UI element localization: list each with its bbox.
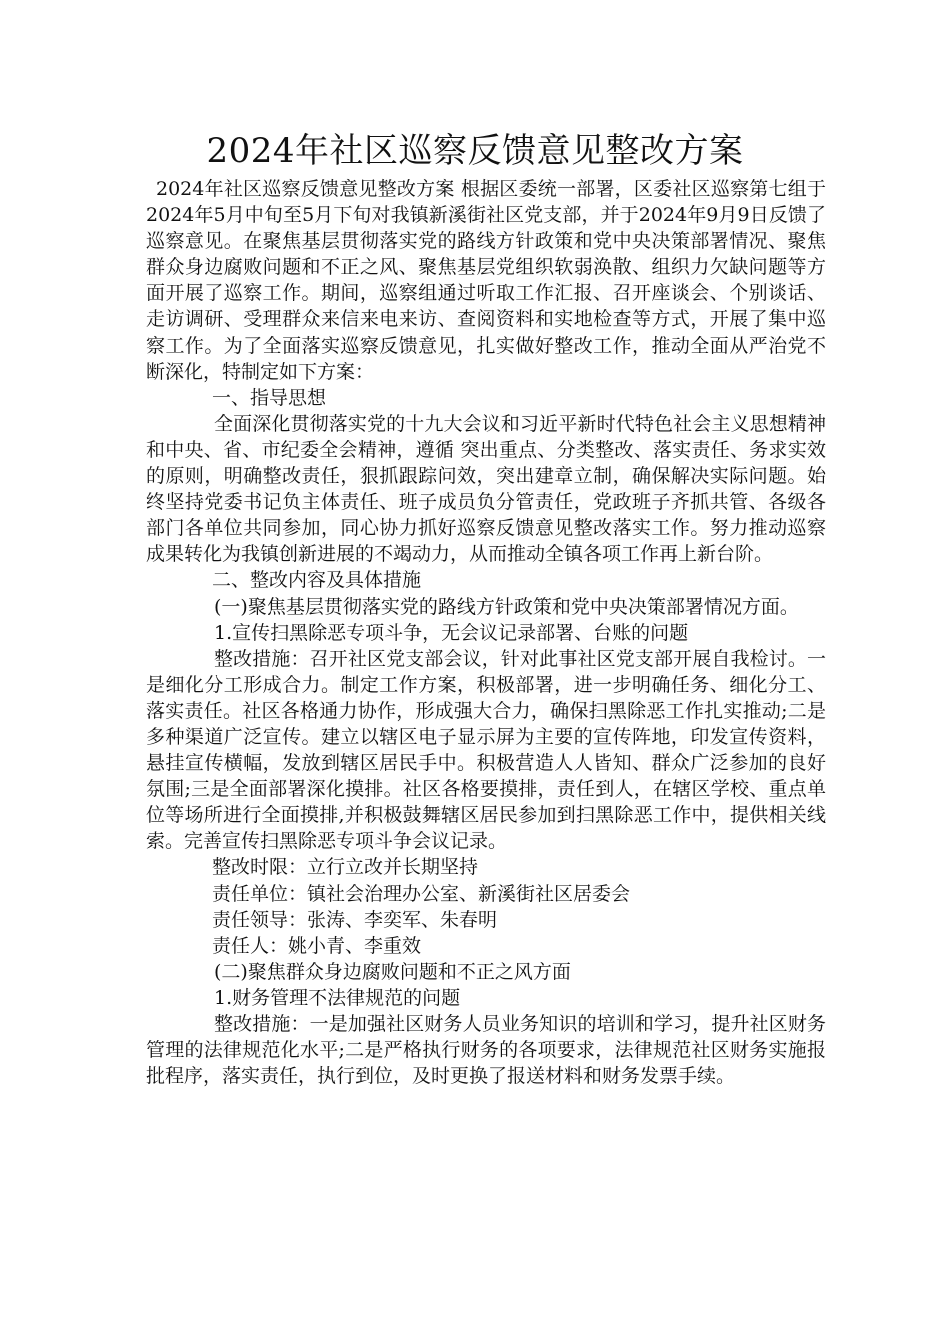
measures-paragraph-2: 整改措施：一是加强社区财务人员业务知识的培训和学习，提升社区财务管理的法律规范化水平;二是严格执行财务的各项要求，法律规范社区财务实施报批程序，落实责任，执行到位，及时更换了报送材料和财务发票手续。 <box>146 1013 826 1088</box>
section-heading-guiding-thought: 一、指导思想 <box>212 386 327 409</box>
subsection-heading-1: (一)聚焦基层贯彻落实党的路线方针政策和党中央决策部署情况方面。 <box>214 595 799 618</box>
deadline-line: 整改时限：立行立改并长期坚持 <box>212 856 479 879</box>
subsection-heading-2: (二)聚焦群众身边腐败问题和不正之风方面 <box>214 960 571 983</box>
responsible-unit-line: 责任单位：镇社会治理办公室、新溪街社区居委会 <box>212 882 631 905</box>
issue-heading-2: 1.财务管理不法律规范的问题 <box>214 986 461 1009</box>
responsible-leader-line: 责任领导：张涛、李奕军、朱春明 <box>212 908 498 931</box>
intro-paragraph: 2024年社区巡察反馈意见整改方案 根据区委统一部署，区委社区巡察第七组于2024年5月中旬至5月下旬对我镇新溪街社区党支部，并于2024年9月9日反馈了巡察意见。在聚焦基层贯彻落实党的路线方针政策和党中央决策部署情况、聚焦群众身边腐败问题和不正之风、聚焦基层党组织软弱涣散、组织力欠缺问题等方面开展了巡察工作。期间，巡察组通过听取工作汇报、召开座谈会、个别谈话、走访调研、受理群众来信来电来访、查阅资料和实地检查等方式，开展了集中巡察工作。为了全面落实巡察反馈意见，扎实做好整改工作，推动全面从严治党不断深化，特制定如下方案： <box>146 178 826 383</box>
document-title: 2024年社区巡察反馈意见整改方案 <box>206 131 744 171</box>
section-heading-rectification: 二、整改内容及具体措施 <box>212 569 422 592</box>
document-body <box>146 176 826 1089</box>
measures-paragraph-1: 整改措施：召开社区党支部会议，针对此事社区党支部开展自我检讨。一是细化分工形成合力。制定工作方案，积极部署，进一步明确任务、细化分工、落实责任。社区各格通力协作，形成强大合力，确保扫黑除恶工作扎实推动;二是多种渠道广泛宣传。建立以辖区电子显示屏为主要的宣传阵地，印发宣传资料，悬挂宣传横幅，发放到辖区居民手中。积极营造人人皆知、群众广泛参加的良好氛围;三是全面部署深化摸排。社区各格要摸排，责任到人，在辖区学校、重点单位等场所进行全面摸排,并积极鼓舞辖区居民参加到扫黑除恶工作中，提供相关线索。完善宣传扫黑除恶专项斗争会议记录。 <box>146 647 826 853</box>
issue-heading-1: 1.宣传扫黑除恶专项斗争，无会议记录部署、台账的问题 <box>214 621 689 644</box>
responsible-person-line: 责任人：姚小青、李重效 <box>212 934 422 957</box>
guiding-thought-paragraph: 全面深化贯彻落实党的十九大会议和习近平新时代特色社会主义思想精神和中央、省、市纪委全会精神，遵循 突出重点、分类整改、落实责任、务求实效 的原则，明确整改责任，狠抓跟踪问效，突出建章立制，确保解决实际问题。始终坚持党委书记负主体责任、班子成员负分管责任，党政班子齐抓共管、各级各部门各单位共同参加，同心协力抓好巡察反馈意见整改落实工作。努力推动巡察成果转化为我镇创新进展的不竭动力，从而推动全镇各项工作再上新台阶。 <box>146 412 826 566</box>
